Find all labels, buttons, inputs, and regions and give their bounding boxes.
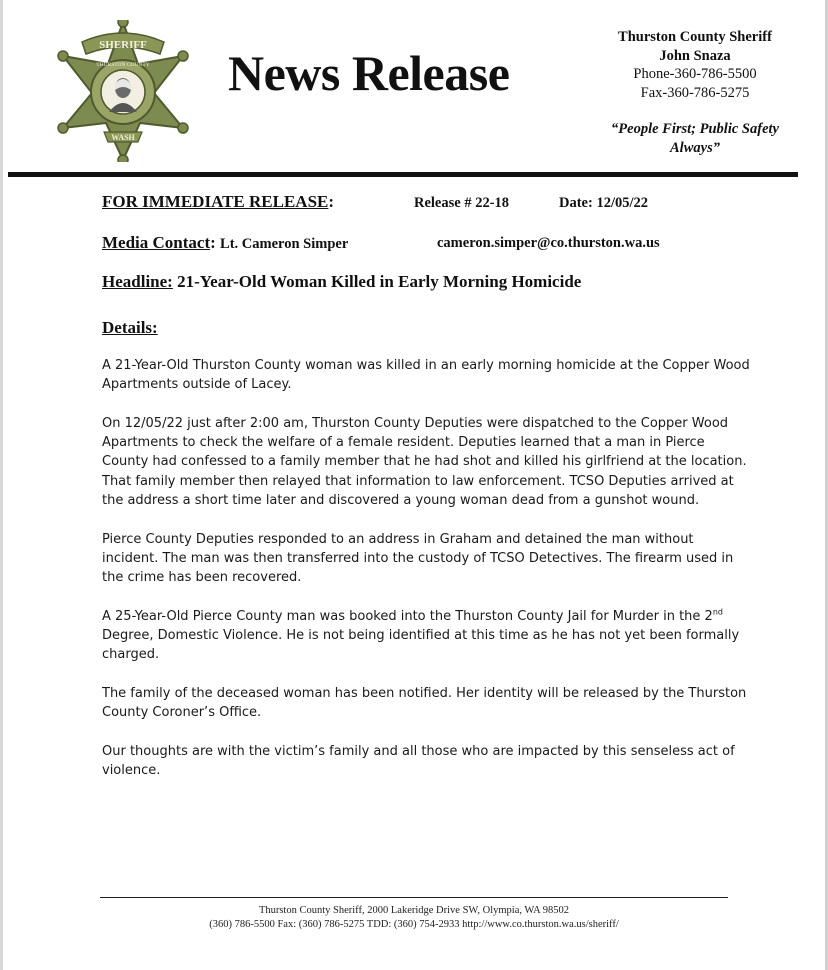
footer-address: Thurston County Sheriff, 2000 Lakeridge Drive SW, Olympia, WA 98502	[258, 905, 570, 916]
headline-row	[102, 272, 581, 292]
sheriff-badge-logo	[52, 20, 194, 162]
sheriff-contact-block	[590, 28, 800, 102]
sheriff-name: John Snaza	[659, 47, 731, 64]
badge-bottom-text: WASH	[111, 133, 135, 142]
details-heading	[102, 318, 158, 338]
release-label-colon: :	[328, 192, 335, 211]
footer-contacts: (360) 786-5500 Fax: (360) 786-5275 TDD: (360) 754-2933 http://www.co.thurston.wa.us/sheriff/	[209, 918, 619, 930]
badge-top-text: SHERIFF	[99, 39, 147, 51]
phone-number: Phone-360-786-5500	[633, 66, 757, 82]
paragraph-6: Our thoughts are with the victim’s family and all those who are impacted by this senseless act of violence.	[102, 744, 735, 779]
media-contact-name: Lt. Cameron Simper	[220, 236, 349, 252]
footer-divider	[100, 897, 728, 898]
paragraph-4-part-a: A 25-Year-Old Pierce County man was booked into the Thurston County Jail for Murder in the 2	[102, 608, 713, 624]
release-label: FOR IMMEDIATE RELEASE	[102, 192, 329, 211]
paragraph-4	[102, 607, 752, 665]
details-body	[102, 356, 752, 800]
release-date: Date: 12/05/22	[559, 195, 648, 211]
paragraph-2: On 12/05/22 just after 2:00 am, Thurston County Deputies were dispatched to the Copper Wood Apartments to check the welfare of a female resident. Deputies learned that a man in Pierce County had confessed to a family member that he had shot and killed his girlfriend at the location. That family member then relayed that information to law enforcement. TCSO Deputies arrived at the address a short time later and discovered a young woman dead from a gunshot wound.	[102, 416, 747, 508]
paragraph-1: A 21-Year-Old Thurston County woman was killed in an early morning homicide at the Copper Wood Apartments outside of Lacey.	[102, 358, 750, 393]
release-number: Release # 22-18	[414, 195, 510, 211]
page-title: News Release	[228, 45, 510, 101]
details-label: Details:	[102, 318, 158, 337]
agency-name: Thurston County Sheriff	[618, 29, 772, 45]
paragraph-4-superscript: nd	[712, 607, 723, 617]
media-contact-row	[102, 233, 348, 253]
page-edge-left	[0, 0, 3, 970]
paragraph-5: The family of the deceased woman has been notified. Her identity will be released by the Thurston County Coroner’s Office.	[102, 686, 747, 721]
footer	[100, 904, 728, 931]
headline-text: 21-Year-Old Woman Killed in Early Morning Homicide	[177, 272, 582, 291]
paragraph-3: Pierce County Deputies responded to an address in Graham and detained the man without incident. The man was then transferred into the custody of TCSO Detectives. The firearm used in the crime has been recovered.	[102, 531, 734, 586]
release-label-row	[102, 192, 334, 212]
motto: “People First; Public Safety Always”	[611, 121, 779, 156]
header-divider	[8, 172, 798, 177]
paragraph-4-part-b: Degree, Domestic Violence. He is not being identified at this time as he has not yet been formally charged.	[102, 628, 740, 663]
media-contact-email: cameron.simper@co.thurston.wa.us	[437, 235, 660, 251]
fax-number: Fax-360-786-5275	[640, 84, 750, 101]
headline-label: Headline:	[102, 272, 173, 291]
media-contact-label: Media Contact	[102, 233, 211, 252]
badge-ring-text: THURSTON COUNTY	[96, 62, 150, 68]
media-contact-colon: :	[210, 233, 216, 252]
